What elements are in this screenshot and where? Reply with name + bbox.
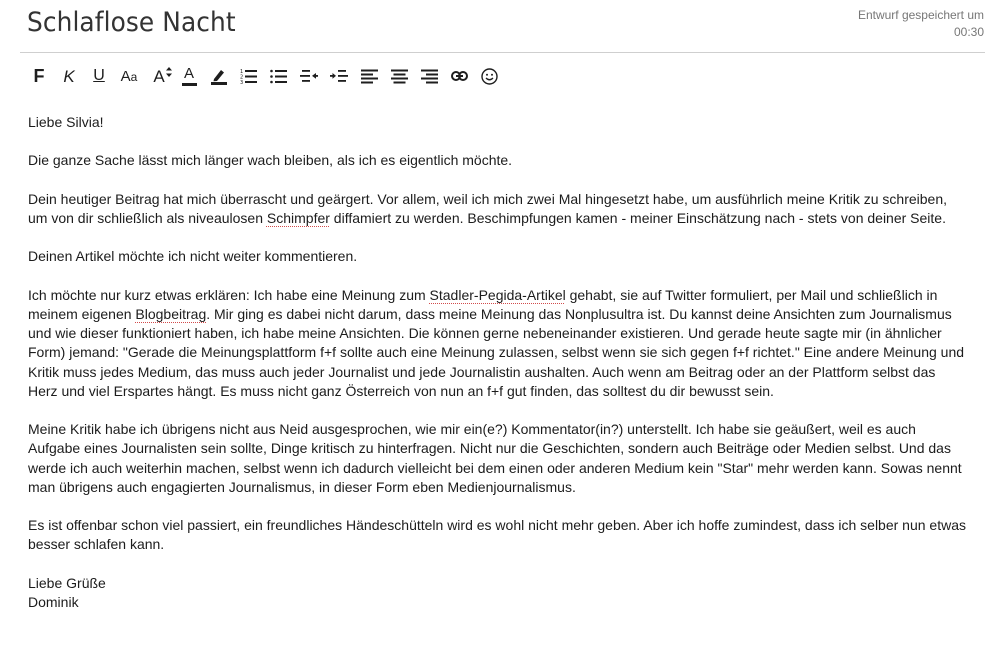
underline-icon: U: [93, 67, 105, 84]
font-icon: Aa: [120, 67, 138, 85]
font-color-button[interactable]: [174, 63, 204, 89]
bullet-list-button[interactable]: [264, 63, 294, 89]
increase-indent-icon: [330, 68, 348, 84]
numbered-list-button[interactable]: [234, 63, 264, 89]
editor-header: [0, 0, 994, 54]
decrease-indent-icon: [300, 68, 318, 84]
link-icon: [451, 71, 468, 81]
paragraph-2: Dein heutiger Beitrag hat mich überrascht und geärgert. Vor allem, weil ich mich zwei Mal hingesetzt habe, um ausführlich meine Kritik zu schreiben, um von dir schließlich als niveaulosen Schimpfer diffamiert zu werden. Beschimpfungen kamen - meiner Einschätzung nach - stets von deiner Seite.: [28, 190, 947, 226]
highlight-button[interactable]: [204, 63, 234, 89]
post-title[interactable]: Schlaflose Nacht: [27, 7, 236, 38]
align-left-button[interactable]: [354, 63, 384, 89]
paragraph-3: Deinen Artikel möchte ich nicht weiter kommentieren.: [28, 248, 358, 265]
save-status-text: Entwurf gespeichert um: [857, 8, 984, 22]
align-right-button[interactable]: [414, 63, 444, 89]
save-status: [858, 7, 984, 41]
paragraph-1: Die ganze Sache lässt mich länger wach bleiben, als ich es eigentlich möchte.: [28, 152, 513, 169]
insert-emoji-button[interactable]: [474, 63, 504, 89]
align-left-icon: [361, 69, 378, 84]
increase-indent-button[interactable]: [324, 63, 354, 89]
closing: Liebe Grüße: [28, 574, 106, 591]
italic-button[interactable]: [54, 63, 84, 89]
highlight-icon: [210, 67, 228, 85]
signature: Dominik: [28, 593, 79, 610]
bullet-list-icon: [270, 68, 288, 84]
spellcheck-error[interactable]: Stadler-Pegida-Artikel: [429, 286, 566, 303]
spellcheck-error[interactable]: Blogbeitrag: [135, 305, 207, 322]
svg-text:3: 3: [240, 80, 244, 84]
svg-text:2: 2: [240, 74, 244, 81]
underline-button[interactable]: [84, 63, 114, 89]
font-color-icon: A: [182, 67, 197, 86]
italic-icon: K: [63, 66, 75, 86]
svg-text:1: 1: [240, 69, 244, 75]
align-right-icon: [421, 69, 438, 84]
save-status-time: 00:30: [953, 25, 984, 39]
post-body-editor[interactable]: [28, 113, 968, 612]
font-button[interactable]: [114, 63, 144, 89]
header-divider: [20, 52, 985, 53]
bold-icon: F: [33, 66, 45, 86]
emoji-icon: [481, 68, 498, 85]
font-size-button[interactable]: [144, 63, 174, 89]
align-center-icon: [391, 69, 408, 84]
formatting-toolbar: [24, 63, 504, 89]
paragraph-5: Meine Kritik habe ich übrigens nicht aus Neid ausgesprochen, wie mir ein(e?) Kommentator(in?) unterstellt. Ich habe sie geäußert, weil es auch Aufgabe eines Journalisten sein sollte, Dinge kritisch zu hinterfragen. Nicht nur die Geschichten, sondern auch Beiträge oder Medien selbst. Und das werde ich auch weiterhin machen, selbst wenn ich dadurch vielleicht bei dem einen oder anderen Medium kein "Star" mehr werden kann. Sowas nennt man übrigens auch engagierten Journalismus, in dieser Form eben Medienjournalismus.: [28, 421, 962, 495]
align-center-button[interactable]: [384, 63, 414, 89]
paragraph-6: Es ist offenbar schon viel passiert, ein freundliches Händeschütteln wird es wohl nicht mehr geben. Aber ich hoffe zumindest, dass ich selber nun etwas besser schlafen kann.: [28, 517, 966, 553]
insert-link-button[interactable]: [444, 63, 474, 89]
paragraph-4: Ich möchte nur kurz etwas erklären: Ich habe eine Meinung zum Stadler-Pegida-Artikel gehabt, sie auf Twitter formuliert, per Mail und schließlich in meinem eigenen Blogbeitrag. Mir ging es dabei nicht darum, dass meine Meinung das Nonplusultra ist. Du kannst deine Ansichten zum Journalismus und wie dieser funktioniert haben, ich habe meine Ansichten. Die können gerne nebeneinander existieren. Und gerade heute sagte mir (in ähnlicher Form) jemand: "Gerade die Meinungsplattform f+f sollte auch eine Meinung zulassen, selbst wenn sie sich gegen f+f richtet." Eine andere Meinung und Kritik muss jedes Medium, das muss auch jeder Journalist und jede Journalistin aushalten. Auch wenn am Beitrag oder an der Plattform selbst das Herz und viel Erspartes hängt. Es muss nicht ganz Österreich von nun an f+f gut finden, das solltest du dir bewusst sein.: [28, 286, 965, 399]
decrease-indent-button[interactable]: [294, 63, 324, 89]
spellcheck-error[interactable]: Schimpfer: [266, 209, 330, 226]
greeting: Liebe Silvia!: [28, 114, 104, 130]
numbered-list-icon: [240, 68, 258, 84]
bold-button[interactable]: [24, 63, 54, 89]
font-size-icon: A: [153, 68, 164, 85]
